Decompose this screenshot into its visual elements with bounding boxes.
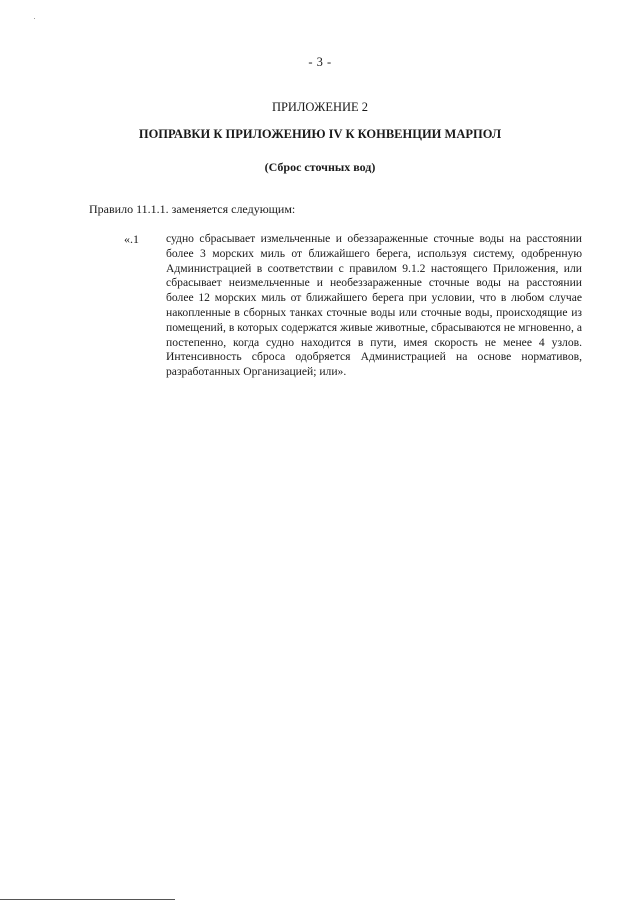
- scan-speck: [34, 18, 35, 19]
- intro-paragraph: Правило 11.1.1. заменяется следующим:: [89, 202, 296, 216]
- page-number: - 3 -: [308, 55, 332, 69]
- clause-text: судно сбрасывает измельченные и обеззараженные сточные воды на расстоянии более 3 морских миль от ближайшего берега, используя систему, одобренную Администрацией в соответствии с правилом 9.1.2 настоящего Приложения, или сбрасывает неизмельченные и необеззараженные сточные воды на расстоянии более 12 морских миль от ближайшего берега при условии, что в любом случае накопленные в сборных танках сточные воды или сточные воды, происходящие из помещений, в которых содержатся живые животные, сбрасываются не мгновенно, а постепенно, когда судно находится в пути, имея скорость не менее 4 узлов. Интенсивность сброса одобряется Администрацией на основе нормативов, разработанных Организацией; или».: [166, 232, 582, 379]
- amendments-title: ПОПРАВКИ К ПРИЛОЖЕНИЮ IV К КОНВЕНЦИИ МАРПОЛ: [138, 127, 502, 141]
- section-subtitle: (Сброс сточных вод): [264, 160, 376, 174]
- clause-number: «.1: [124, 232, 139, 246]
- annex-title: ПРИЛОЖЕНИЕ 2: [271, 100, 369, 114]
- footer-divider: [0, 899, 175, 900]
